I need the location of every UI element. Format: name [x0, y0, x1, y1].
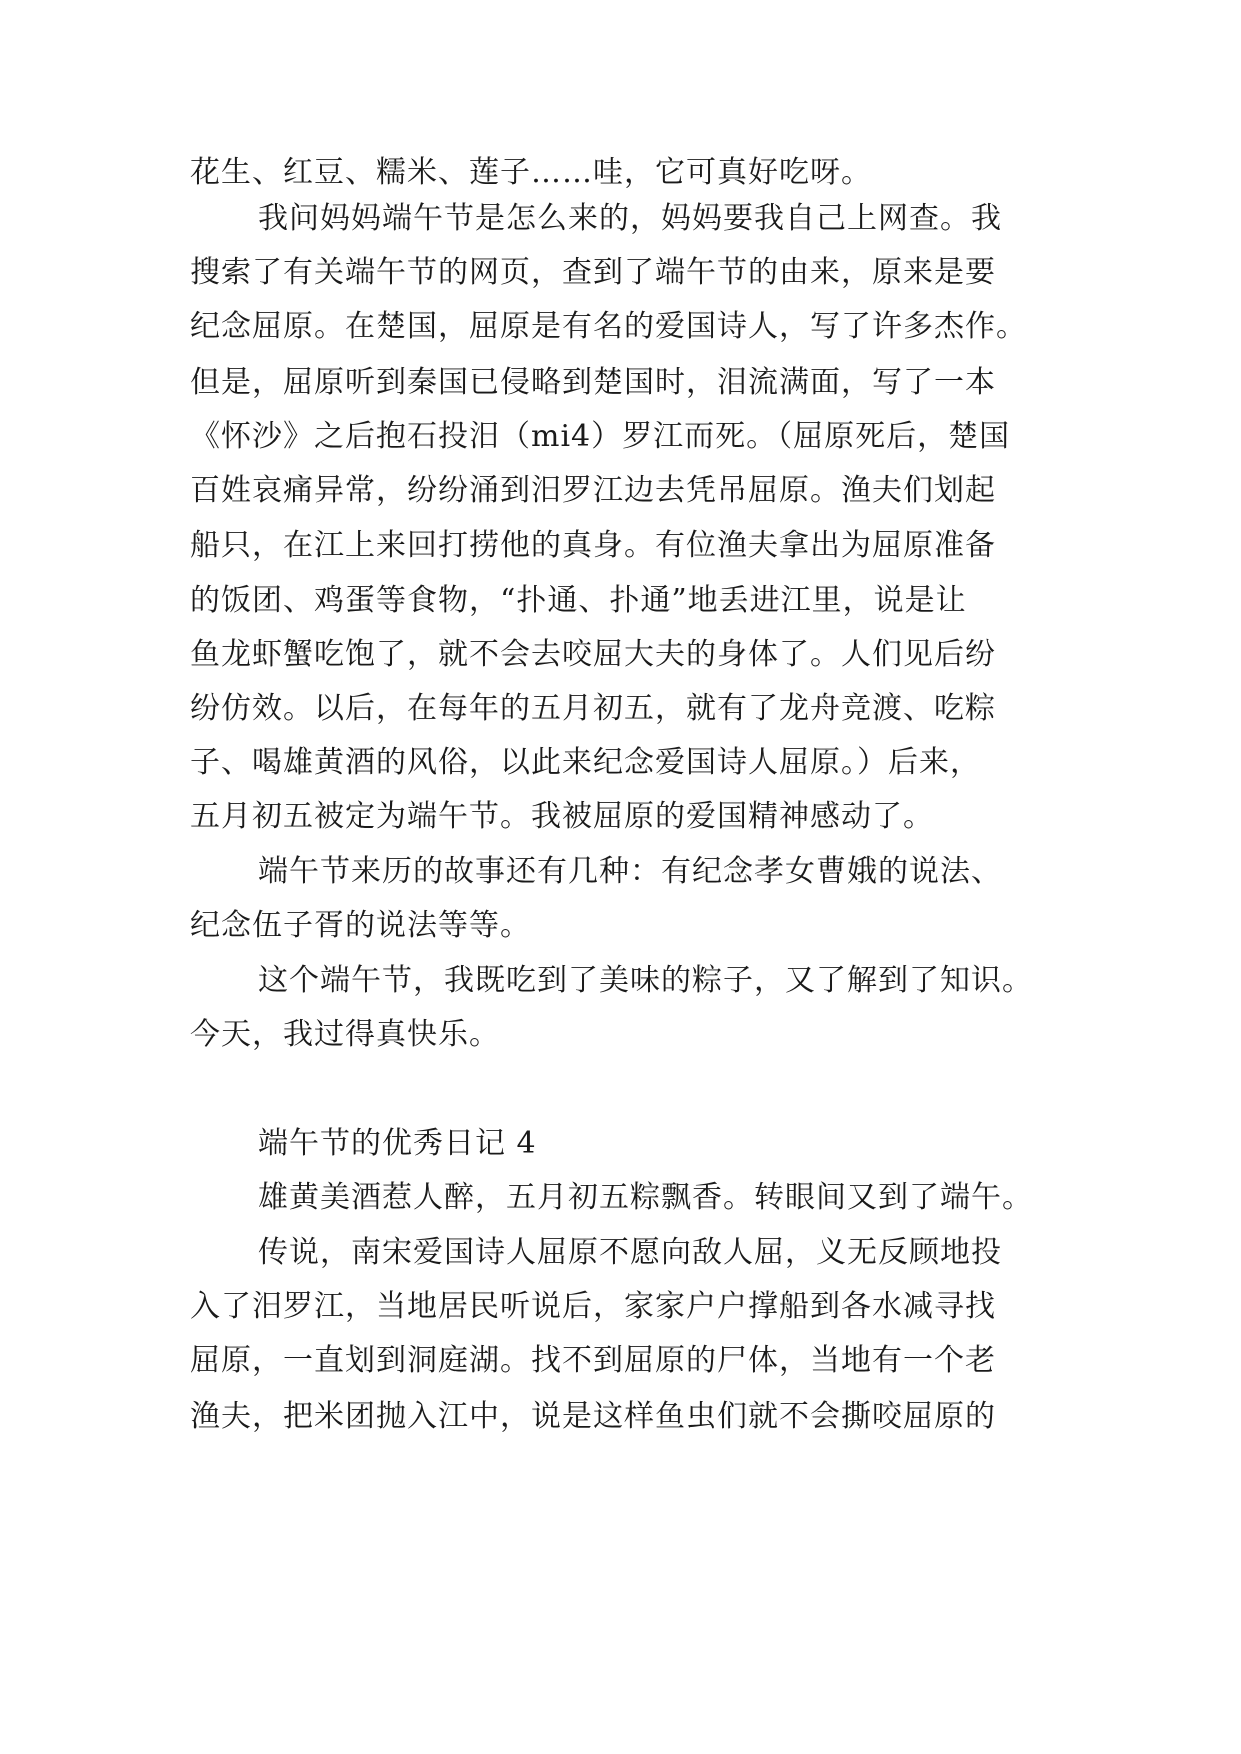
text-line: 百姓哀痛异常，纷纷涌到汨罗江边去凭吊屈原。渔夫们划起	[190, 473, 996, 508]
text-line: 船只，在江上来回打捞他的真身。有位渔夫拿出为屈原准备	[190, 528, 996, 563]
text-line: 鱼龙虾蟹吃饱了，就不会去咬屈大夫的身体了。人们见后纷	[190, 637, 996, 672]
paragraph-start: 传说，南宋爱国诗人屈原不愿向敌人屈，义无反顾地投	[258, 1235, 1002, 1270]
text-line: 花生、红豆、糯米、莲子……哇，它可真好吃呀。	[190, 155, 872, 190]
paragraph-start: 端午节来历的故事还有几种：有纪念孝女曹娥的说法、	[258, 854, 1002, 889]
text-line: 子、喝雄黄酒的风俗，以此来纪念爱国诗人屈原。）后来，	[190, 745, 981, 780]
text-line: 纪念屈原。在楚国，屈原是有名的爱国诗人，写了许多杰作。	[190, 309, 1027, 344]
text-line: 今天，我过得真快乐。	[190, 1017, 500, 1052]
paragraph-start: 雄黄美酒惹人醉，五月初五粽飘香。转眼间又到了端午。	[258, 1180, 1033, 1215]
text-line: 《怀沙》之后抱石投汨（mi4）罗江而死。（屈原死后，楚国	[190, 419, 1011, 454]
text-line: 的饭团、鸡蛋等食物，“扑通、扑通”地丢进江里，说是让	[190, 583, 967, 618]
text-line: 五月初五被定为端午节。我被屈原的爱国精神感动了。	[190, 799, 934, 834]
text-line: 纪念伍子胥的说法等等。	[190, 908, 531, 943]
paragraph-start: 这个端午节，我既吃到了美味的粽子，又了解到了知识。	[258, 963, 1033, 998]
text-line: 入了汨罗江，当地居民听说后，家家户户撑船到各水减寻找	[190, 1289, 996, 1324]
text-line: 纷仿效。以后，在每年的五月初五，就有了龙舟竞渡、吃粽	[190, 691, 996, 726]
paragraph-start: 我问妈妈端午节是怎么来的，妈妈要我自己上网查。我	[258, 201, 1002, 236]
text-line: 搜索了有关端午节的网页，查到了端午节的由来，原来是要	[190, 255, 996, 290]
text-line: 屈原，一直划到洞庭湖。找不到屈原的尸体，当地有一个老	[190, 1343, 996, 1378]
section-heading: 端午节的优秀日记 4	[258, 1126, 537, 1161]
text-line: 但是，屈原听到秦国已侵略到楚国时，泪流满面，写了一本	[190, 365, 996, 400]
text-line: 渔夫，把米团抛入江中，说是这样鱼虫们就不会撕咬屈原的	[190, 1399, 996, 1434]
